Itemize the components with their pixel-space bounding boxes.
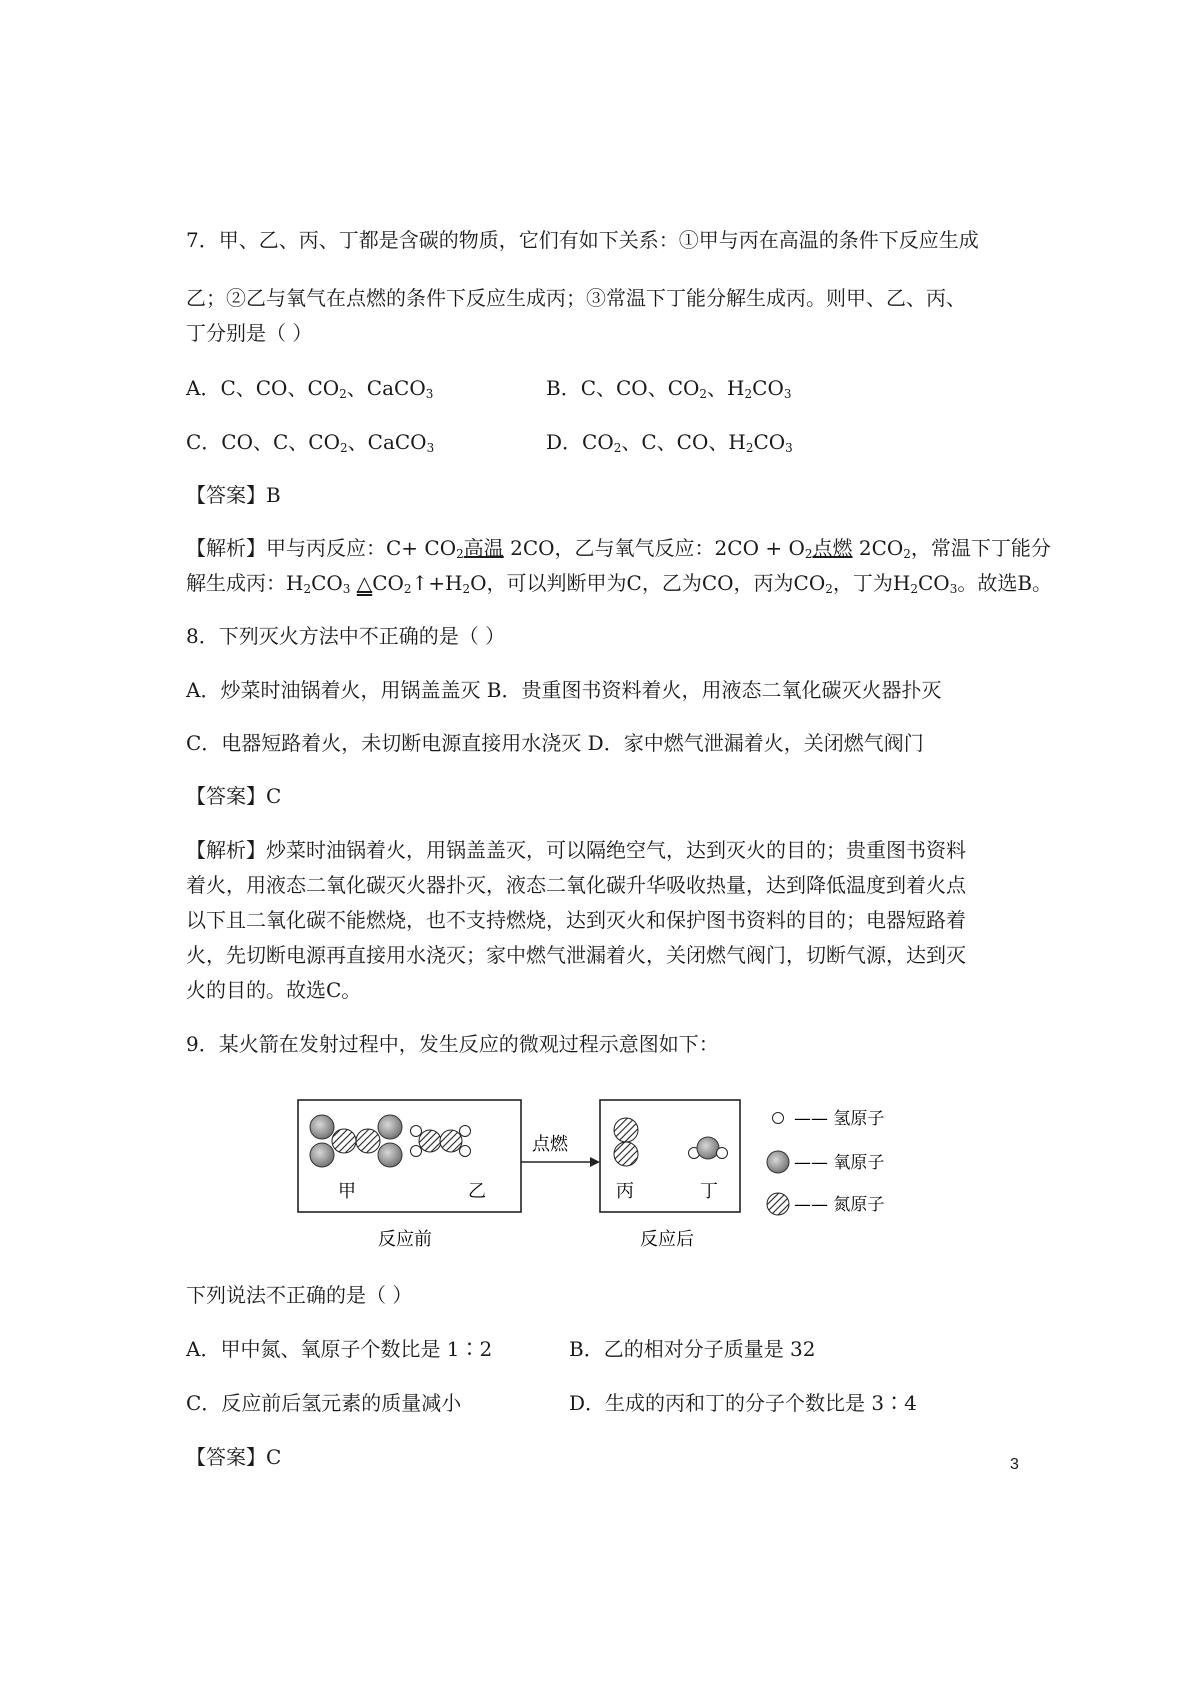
subscript: 2	[462, 582, 471, 596]
q8-analysis-line-2: 着火，用液态二氧化碳灭火器扑灭，液态二氧化碳升华吸收热量，达到降低温度到着火点	[186, 873, 966, 897]
q9-option-b: B．乙的相对分子质量是 32	[569, 1337, 816, 1361]
q7-option-c	[186, 428, 434, 456]
text: D．CO	[546, 430, 614, 454]
hydrogen-atom	[411, 1146, 422, 1157]
text: 、CaCO	[346, 376, 426, 400]
text: ，丁为H	[832, 571, 911, 595]
q9-option-a: A．甲中氮、氧原子个数比是 1∶2	[186, 1337, 493, 1361]
subscript: 3	[949, 582, 958, 596]
q7-option-d	[546, 428, 793, 456]
subscript: 2	[613, 441, 622, 455]
subscript: 2	[403, 582, 412, 596]
q8-answer: 【答案】C	[186, 784, 282, 808]
text: A．C、CO、CO	[186, 376, 340, 400]
subscript: 3	[785, 441, 793, 455]
subscript: 2	[745, 441, 754, 455]
oxygen-atom	[378, 1143, 402, 1167]
hydrogen-atom	[460, 1126, 471, 1137]
q7-analysis-line-2	[186, 569, 1052, 597]
subscript: 2	[340, 441, 348, 455]
text: 【解析】甲与丙反应：C+ CO	[186, 536, 457, 560]
subscript: 3	[425, 387, 434, 401]
text: CO	[753, 430, 786, 454]
q9-option-d: D．生成的丙和丁的分子个数比是 3∶4	[569, 1391, 917, 1415]
caption-before: 反应前	[378, 1229, 432, 1250]
text: O，可以判断甲为C，乙为CO，丙为CO	[470, 571, 826, 595]
q7-answer: 【答案】B	[186, 483, 281, 507]
hydrogen-atom	[460, 1146, 471, 1157]
nitrogen-atom	[332, 1129, 356, 1153]
text: CO	[917, 571, 950, 595]
q9-answer: 【答案】C	[186, 1445, 282, 1469]
text: 、CaCO	[347, 430, 427, 454]
oxygen-legend-icon	[767, 1151, 789, 1173]
subscript: 2	[903, 547, 911, 561]
hydrogen-atom	[411, 1126, 422, 1137]
q7-option-a	[186, 374, 433, 402]
text: 。故选B。	[957, 571, 1053, 595]
text: 2CO	[858, 536, 904, 560]
text: ↑+H	[411, 571, 463, 595]
q9-prompt: 下列说法不正确的是（ ）	[186, 1283, 413, 1307]
q7-stem-line-3: 丁分别是（ ）	[186, 321, 313, 345]
nitrogen-atom	[440, 1130, 462, 1152]
reaction-condition: 点燃	[812, 536, 853, 560]
text: C．CO、C、CO	[186, 430, 341, 454]
text: 、H	[707, 376, 745, 400]
subscript: 2	[804, 547, 813, 561]
text: CO	[752, 376, 784, 400]
caption-after: 反应后	[640, 1229, 694, 1250]
nitrogen-atom	[419, 1130, 441, 1152]
subscript: 2	[744, 387, 753, 401]
subscript: 3	[426, 441, 435, 455]
reaction-condition: △	[356, 571, 373, 595]
oxygen-atom	[378, 1115, 402, 1139]
subscript: 2	[825, 582, 833, 596]
q8-analysis-line-5: 火的目的。故选C。	[186, 978, 362, 1002]
arrow-head	[590, 1157, 600, 1167]
text: 解生成丙：H	[186, 571, 304, 595]
label-jia: 甲	[338, 1181, 356, 1202]
text: ，常温下丁能分	[910, 536, 1051, 560]
nitrogen-atom	[614, 1142, 638, 1166]
oxygen-atom	[697, 1137, 719, 1159]
legend-hydrogen: —— 氢原子	[794, 1109, 885, 1129]
label-ding: 丁	[700, 1181, 718, 1202]
subscript: 2	[456, 547, 464, 561]
q8-analysis-line-1: 【解析】炒菜时油锅着火，用锅盖盖灭，可以隔绝空气，达到灭火的目的；贵重图书资料	[186, 838, 966, 862]
nitrogen-atom	[614, 1118, 638, 1142]
q8-analysis-line-4: 火，先切断电源再直接用水浇灭；家中燃气泄漏着火，关闭燃气阀门，切断气源，达到灭	[186, 943, 966, 967]
legend-oxygen: —— 氧原子	[794, 1153, 885, 1173]
q8-stem: 8．下列灭火方法中不正确的是（ ）	[186, 624, 506, 648]
subscript: 2	[303, 582, 312, 596]
subscript: 2	[910, 582, 918, 596]
q7-stem-line-1: 7．甲、乙、丙、丁都是含碳的物质，它们有如下关系：①甲与丙在高温的条件下反应生成	[186, 228, 979, 252]
text: 、C、CO、H	[621, 430, 746, 454]
subscript: 2	[699, 387, 708, 401]
q8-analysis-line-3: 以下且二氧化碳不能燃烧，也不支持燃烧，达到灭火和保护图书资料的目的；电器短路着	[186, 908, 966, 932]
text: CO	[311, 571, 343, 595]
q7-option-b	[546, 374, 791, 402]
label-yi: 乙	[468, 1181, 486, 1202]
q9-stem: 9．某火箭在发射过程中，发生反应的微观过程示意图如下：	[186, 1032, 719, 1056]
oxygen-atom	[310, 1115, 334, 1139]
page-number: 3	[1010, 1456, 1019, 1473]
q7-stem-line-2: 乙；②乙与氧气在点燃的条件下反应生成丙；③常温下丁能分解生成丙。则甲、乙、丙、	[186, 286, 966, 310]
reaction-condition: 高温	[463, 536, 504, 560]
text: B．C、CO、CO	[546, 376, 700, 400]
q9-option-c: C．反应前后氢元素的质量减小	[186, 1391, 462, 1415]
hydrogen-legend-icon	[773, 1113, 784, 1124]
oxygen-atom	[310, 1143, 334, 1167]
q8-options-cd: C．电器短路着火，未切断电源直接用水浇灭 D．家中燃气泄漏着火，关闭燃气阀门	[186, 731, 924, 755]
subscript: 3	[342, 582, 351, 596]
nitrogen-legend-icon	[767, 1193, 789, 1215]
q8-options-ab: A．炒菜时油锅着火，用锅盖盖灭 B．贵重图书资料着火，用液态二氧化碳灭火器扑灭	[186, 678, 942, 702]
reaction-diagram	[280, 1090, 940, 1260]
label-bing: 丙	[616, 1181, 634, 1202]
subscript: 2	[339, 387, 347, 401]
subscript: 3	[783, 387, 792, 401]
arrow-label: 点燃	[532, 1134, 568, 1155]
text: 2CO，乙与氧气反应：2CO + O	[510, 536, 805, 560]
nitrogen-atom	[356, 1129, 380, 1153]
legend-nitrogen: —— 氮原子	[794, 1195, 885, 1215]
q7-analysis-line-1	[186, 534, 1051, 562]
hydrogen-atom	[717, 1148, 728, 1159]
text: CO	[372, 571, 404, 595]
